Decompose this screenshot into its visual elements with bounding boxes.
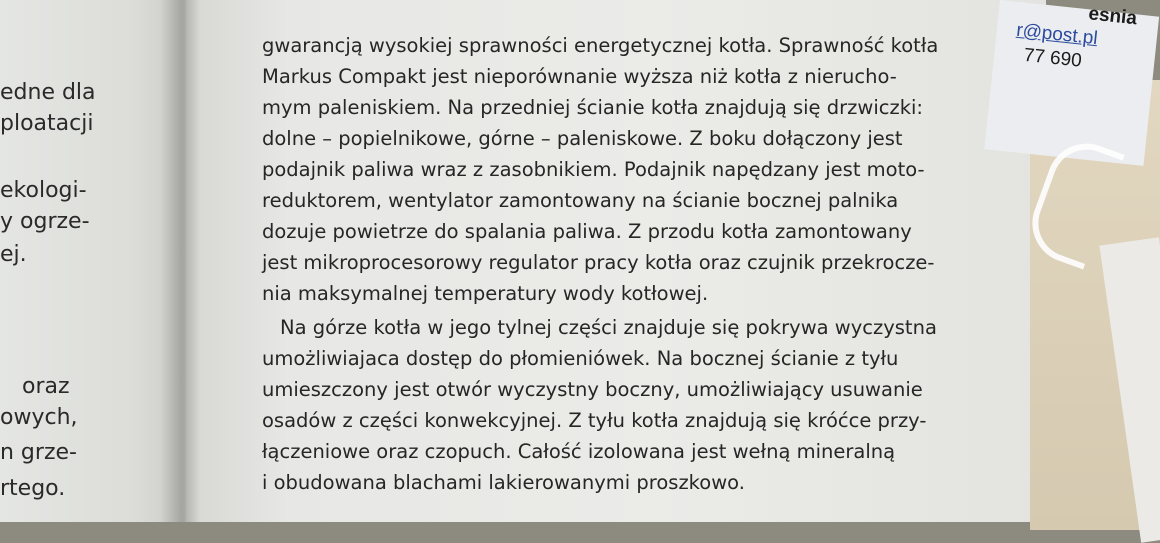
- left-line: ekologi-: [0, 178, 87, 203]
- paragraph1-line: reduktorem, wentylator zamontowany na ścianie bocznej palnika: [262, 189, 899, 212]
- left-line: ploatacji: [0, 111, 94, 136]
- paragraph1-line: jest mikroprocesorowy regulator pracy kotła oraz czujnik przekrocze-: [262, 251, 935, 274]
- left-line: y ogrze-: [0, 209, 90, 234]
- paragraph1-line: Markus Compakt jest nieporównanie wyższa niż kotła z nierucho-: [262, 65, 897, 88]
- paragraph2-line: łączeniowe oraz czopuch. Całość izolowana jest wełną mineralną: [262, 440, 896, 463]
- paragraph1-line: nia maksymalnej temperatury wody kotłowej.: [262, 282, 709, 305]
- left-line: oraz: [22, 374, 70, 399]
- paragraph2-line: umożliwiajaca dostęp do płomieniówek. Na bocznej ścianie z tyłu: [262, 347, 899, 370]
- paragraph1-line: gwarancją wysokiej sprawności energetycznej kotła. Sprawność kotła: [262, 34, 939, 57]
- left-line: ej.: [0, 242, 27, 267]
- paragraph1-line: podajnik paliwa wraz z zasobnikiem. Podajnik napędzany jest moto-: [262, 158, 925, 181]
- right-doc-header: esnia: [1087, 3, 1138, 30]
- paragraph1-line: dolne – popielnikowe, górne – paleniskowe. Z boku dołączony jest: [262, 127, 903, 150]
- page-gutter: [160, 0, 200, 522]
- paragraph2-line: Na górze kotła w jego tylnej części znajduje się pokrywa wyczystna: [280, 316, 937, 339]
- right-doc-email: r@post.pl: [1015, 19, 1099, 50]
- left-line: rtego.: [0, 476, 66, 501]
- left-line: n grze-: [0, 440, 77, 465]
- right-doc-phone: 77 690: [1022, 44, 1083, 72]
- paragraph2-line: osadów z części konwekcyjnej. Z tyłu kotła znajdują się króćce przy-: [262, 409, 927, 432]
- paragraph2-line: umieszczony jest otwór wyczystny boczny, umożliwiający usuwanie: [262, 378, 923, 401]
- left-line: edne dla: [0, 80, 96, 105]
- paragraph1-line: mym paleniskiem. Na przedniej ścianie kotła znajdują się drzwiczki:: [262, 96, 923, 119]
- left-line: owych,: [0, 405, 78, 430]
- paragraph2-line: i obudowana blachami lakierowanymi proszkowo.: [262, 471, 745, 494]
- paragraph1-line: dozuje powietrze do spalania paliwa. Z przodu kotła zamontowany: [262, 220, 912, 243]
